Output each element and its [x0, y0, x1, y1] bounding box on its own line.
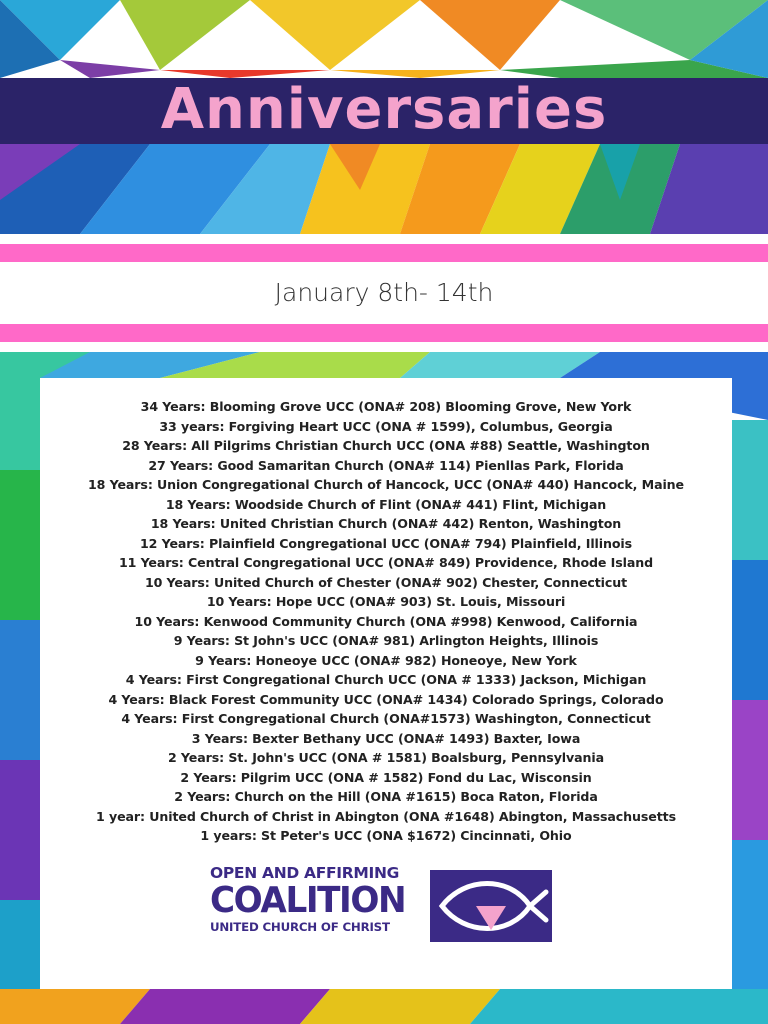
- list-item: 33 years: Forgiving Heart UCC (ONA # 1599), Columbus, Georgia: [159, 418, 613, 434]
- list-item: 4 Years: First Congregational Church UCC (ONA # 1333) Jackson, Michigan: [125, 672, 647, 687]
- list-item: 11 Years: Central Congregational UCC (ONA# 849) Providence, Rhode Island: [118, 555, 654, 570]
- list-item: 9 Years: St John's UCC (ONA# 981) Arlington Heights, Illinois: [173, 633, 599, 648]
- page-title: Anniversaries: [160, 76, 608, 142]
- logo-line-ucc: UNITED CHURCH OF CHRIST: [210, 920, 390, 934]
- logo-wordmark: [210, 864, 420, 935]
- list-item: 18 Years: United Christian Church (ONA# 442) Renton, Washington: [150, 516, 622, 531]
- list-item: 9 Years: Honeoye UCC (ONA# 982) Honeoye, New York: [195, 652, 577, 668]
- pink-divider-bottom: [0, 324, 768, 342]
- list-item: 10 Years: United Church of Chester (ONA# 902) Chester, Connecticut: [144, 574, 628, 590]
- list-item: 10 Years: Hope UCC (ONA# 903) St. Louis, Missouri: [206, 594, 566, 609]
- list-item: 2 Years: Church on the Hill (ONA #1615) Boca Raton, Florida: [174, 789, 598, 804]
- fish-triangle-icon: [430, 870, 552, 942]
- list-item: 4 Years: First Congregational Church (ONA#1573) Washington, Connecticut: [121, 711, 651, 726]
- list-item: 27 Years: Good Samaritan Church (ONA# 114) Pienllas Park, Florida: [148, 457, 624, 473]
- list-item: 2 Years: Pilgrim UCC (ONA # 1582) Fond du Lac, Wisconsin: [180, 769, 592, 785]
- date-range: January 8th- 14th: [274, 278, 494, 307]
- list-item: 18 Years: Woodside Church of Flint (ONA# 441) Flint, Michigan: [165, 496, 607, 512]
- logo-line-coalition: COALITION: [210, 880, 406, 921]
- list-item: 2 Years: St. John's UCC (ONA # 1581) Boalsburg, Pennsylvania: [167, 750, 605, 765]
- list-item: 28 Years: All Pilgrims Christian Church UCC (ONA #88) Seattle, Washington: [122, 438, 650, 453]
- logo-line-open-affirming: OPEN AND AFFIRMING: [210, 864, 400, 882]
- list-item: 3 Years: Bexter Bethany UCC (ONA# 1493) Baxter, Iowa: [191, 730, 581, 746]
- ona-coalition-logo: [210, 864, 552, 960]
- anniversary-card: [40, 378, 732, 989]
- title-band: [0, 78, 768, 144]
- list-item: 1 year: United Church of Christ in Abington (ONA #1648) Abington, Massachusetts: [96, 808, 676, 824]
- list-item: 18 Years: Union Congregational Church of Hancock, UCC (ONA# 440) Hancock, Maine: [88, 477, 684, 492]
- list-item: 34 Years: Blooming Grove UCC (ONA# 208) Blooming Grove, New York: [140, 399, 632, 414]
- list-item: 12 Years: Plainfield Congregational UCC (ONA# 794) Plainfield, Illinois: [139, 535, 633, 551]
- list-item: 4 Years: Black Forest Community UCC (ONA# 1434) Colorado Springs, Colorado: [108, 691, 664, 707]
- anniversary-list: [40, 397, 732, 846]
- list-item: 10 Years: Kenwood Community Church (ONA #998) Kenwood, California: [134, 613, 638, 629]
- list-item: 1 years: St Peter's UCC (ONA $1672) Cincinnati, Ohio: [200, 828, 572, 843]
- pink-divider-top: [0, 244, 768, 262]
